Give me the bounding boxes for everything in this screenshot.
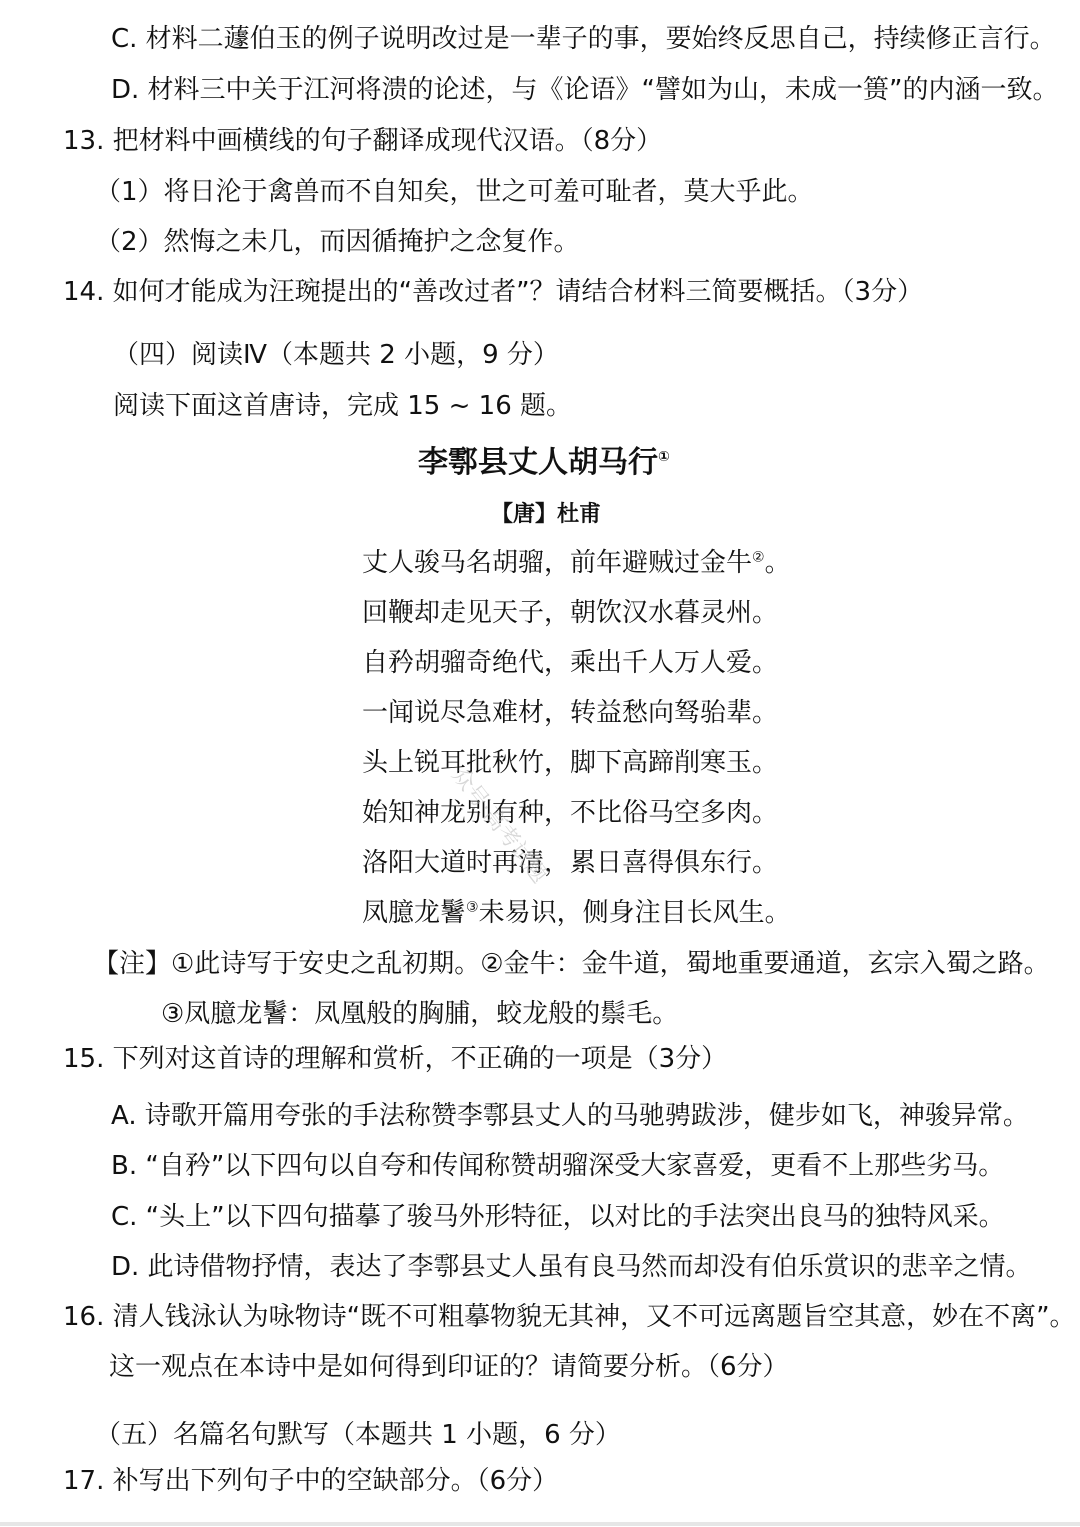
q17-stem: 17. 补写出下列句子中的空缺部分。（6分）: [63, 1466, 559, 1496]
poem-line-2: 回鞭却走见天子，朝饮汉水暮灵州。: [362, 598, 779, 628]
page-bottom-rule: [0, 1522, 1080, 1526]
q13-item-2: （2）然悔之未几，而因循掩护之念复作。: [95, 227, 580, 257]
q13-item-1: （1）将日沦于禽兽而不自知矣，世之可羞可耻者，莫大乎此。: [95, 177, 814, 207]
q16-stem-line-1: 16. 清人钱泳认为咏物诗“既不可粗摹物貌无其神，又不可远离题旨空其意，妙在不离”。: [63, 1302, 1076, 1332]
q16-stem-line-2: 这一观点在本诗中是如何得到印证的？请简要分析。（6分）: [109, 1352, 789, 1382]
poem-line-3: 自矜胡骝奇绝代，乘出千人万人爱。: [362, 648, 779, 678]
poem-author: 【唐】杜甫: [491, 502, 602, 527]
q13-stem: 13. 把材料中画横线的句子翻译成现代汉语。（8分）: [63, 126, 663, 156]
q14-stem: 14. 如何才能成为汪琬提出的“善改过者”？请结合材料三简要概括。（3分）: [63, 277, 924, 307]
section-4-heading: （四）阅读Ⅳ（本题共 2 小题，9 分）: [113, 340, 559, 370]
q12-option-c: C. 材料二蘧伯玉的例子说明改过是一辈子的事，要始终反思自己，持续修正言行。: [111, 24, 1056, 54]
q15-option-b: B. “自矜”以下四句以自夸和传闻称赞胡骝深受大家喜爱，更看不上那些劣马。: [111, 1151, 1005, 1181]
q12-option-d: D. 材料三中关于江河将溃的论述，与《论语》“譬如为山，未成一篑”的内涵一致。: [111, 75, 1059, 105]
section-4-instruction: 阅读下面这首唐诗，完成 15 ~ 16 题。: [113, 391, 573, 421]
notes-line-1: 【注】①此诗写于安史之乱初期。②金牛：金牛道，蜀地重要通道，玄宗入蜀之路。: [93, 949, 1050, 979]
poem-line-1-note-mark: ②: [752, 549, 765, 566]
poem-line-7: 洛阳大道时再清，累日喜得俱东行。: [362, 848, 779, 878]
section-5-heading: （五）名篇名句默写（本题共 1 小题，6 分）: [95, 1420, 621, 1450]
poem-title-text: 李鄠县丈人胡马行: [418, 445, 658, 480]
poem-line-8-text-a: 凤臆龙鬐: [362, 898, 467, 928]
poem-line-8-text-b: 未易识，侧身注目长风生。: [478, 898, 791, 928]
poem-line-1: [362, 546, 791, 580]
poem-line-4: 一闻说尽急难材，转益愁向驽骀辈。: [362, 698, 779, 728]
q15-option-c: C. “头上”以下四句描摹了骏马外形特征，以对比的手法突出良马的独特风采。: [111, 1202, 1005, 1232]
poem-line-6: 始知神龙别有种，不比俗马空多肉。: [362, 798, 779, 828]
poem-line-8: [362, 896, 791, 930]
q15-stem: 15. 下列对这首诗的理解和赏析，不正确的一项是（3分）: [63, 1044, 728, 1074]
poem-line-1-text: 丈人骏马名胡骝，前年避贼过金牛: [362, 548, 753, 578]
poem-line-5: 头上锐耳批秋竹，脚下高蹄削寒玉。: [362, 748, 779, 778]
q15-option-a: A. 诗歌开篇用夸张的手法称赞李鄠县丈人的马驰骋跋涉，健步如飞，神骏异常。: [111, 1101, 1029, 1131]
watermark: 众号·高考试题: [446, 763, 552, 889]
poem-line-8-note-mark: ③: [466, 899, 479, 916]
notes-line-2: ③凤臆龙鬐：凤凰般的胸脯，蛟龙般的鬃毛。: [161, 999, 679, 1029]
poem-title-note-mark: ①: [658, 449, 670, 465]
q15-option-d: D. 此诗借物抒情，表达了李鄠县丈人虽有良马然而却没有伯乐赏识的悲辛之情。: [111, 1252, 1032, 1282]
poem-title: [418, 446, 670, 480]
poem-line-1-end: 。: [764, 548, 791, 578]
